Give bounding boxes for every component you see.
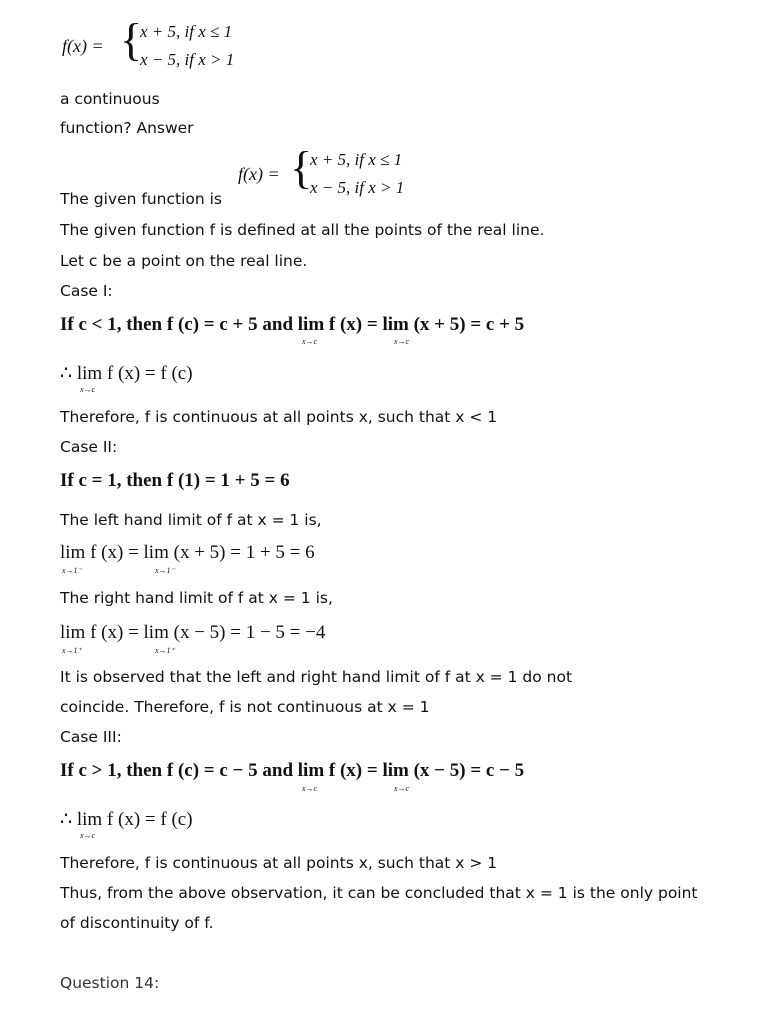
piecewise-row1: x + 5, if x ≤ 1	[140, 22, 233, 41]
piecewise-row1: x + 5, if x ≤ 1	[310, 150, 403, 169]
case2-left-sub-a: x→1⁻	[62, 566, 82, 575]
case2-observation-2: coincide. Therefore, f is not continuous at x = 1	[60, 698, 430, 716]
case3-equation: If c > 1, then f (c) = c − 5 and lim f (x) = lim (x − 5) = c − 5	[60, 760, 525, 781]
piecewise-lhs: f(x) =	[62, 36, 104, 56]
given-function-is: The given function is	[60, 190, 222, 208]
piecewise-brace: {	[120, 14, 143, 65]
line-let-c: Let c be a point on the real line.	[60, 252, 308, 270]
case2-left-text: The left hand limit of f at x = 1 is,	[60, 511, 322, 529]
case1-heading: Case I:	[60, 282, 113, 300]
case3-therefore-sub: x→c	[80, 831, 96, 840]
case2-left-sub-b: x→1⁻	[155, 566, 175, 575]
case2-heading: Case II:	[60, 438, 118, 456]
case1-limit-sub-a: x→c	[302, 337, 318, 346]
case2-observation-1: It is observed that the left and right hand limit of f at x = 1 do not	[60, 668, 573, 686]
case2-equation: If c = 1, then f (1) = 1 + 5 = 6	[60, 470, 290, 491]
piecewise-brace: {	[290, 142, 313, 193]
case1-therefore-sub: x→c	[80, 385, 96, 394]
case1-limit-sub-b: x→c	[394, 337, 410, 346]
case3-heading: Case III:	[60, 728, 122, 746]
case2-right-sub-b: x→1⁺	[155, 646, 175, 655]
piecewise-top	[62, 14, 262, 82]
next-question-label: Question 14:	[60, 974, 160, 992]
case2-left-eq: lim f (x) = lim (x + 5) = 1 + 5 = 6	[60, 542, 315, 563]
intro-line2: function? Answer	[60, 119, 194, 137]
case3-therefore-eq: ∴ lim f (x) = f (c)	[60, 809, 193, 830]
final-line-2: of discontinuity of f.	[60, 914, 214, 932]
case3-conclusion: Therefore, f is continuous at all points x, such that x > 1	[60, 854, 498, 872]
intro-line1: a continuous	[60, 90, 160, 108]
final-line-1: Thus, from the above observation, it can be concluded that x = 1 is the only point	[60, 884, 698, 902]
case2-right-sub-a: x→1⁺	[62, 646, 82, 655]
case1-equation: If c < 1, then f (c) = c + 5 and lim f (x) = lim (x + 5) = c + 5	[60, 314, 525, 335]
piecewise-row2: x − 5, if x > 1	[140, 50, 235, 69]
case2-right-text: The right hand limit of f at x = 1 is,	[60, 589, 333, 607]
case3-limit-sub-b: x→c	[394, 784, 410, 793]
piecewise-given	[238, 142, 438, 210]
piecewise-row2: x − 5, if x > 1	[310, 178, 405, 197]
case3-limit-sub-a: x→c	[302, 784, 318, 793]
case1-therefore-eq: ∴ lim f (x) = f (c)	[60, 363, 193, 384]
case1-conclusion: Therefore, f is continuous at all points x, such that x < 1	[60, 408, 498, 426]
line-defined: The given function f is defined at all the points of the real line.	[60, 221, 545, 239]
piecewise-lhs: f(x) =	[238, 164, 280, 184]
case2-right-eq: lim f (x) = lim (x − 5) = 1 − 5 = −4	[60, 622, 326, 643]
